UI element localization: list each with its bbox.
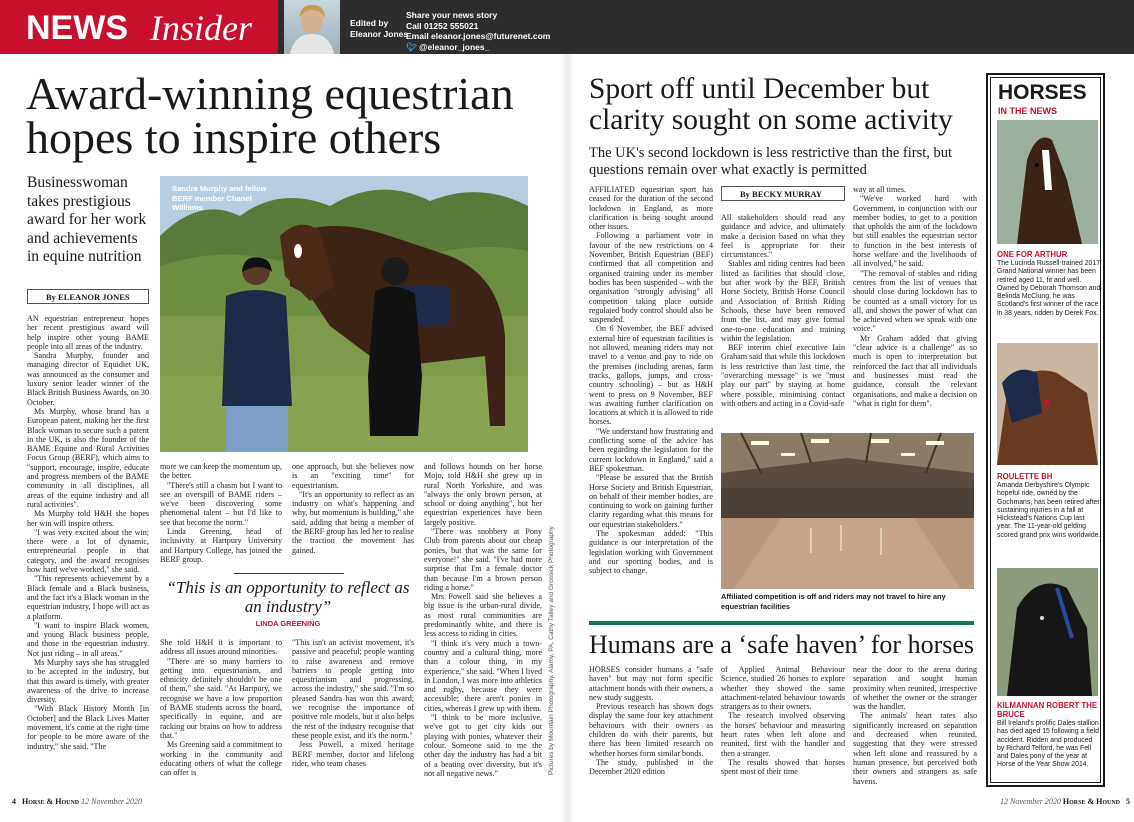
- paragraph: way at all times.: [853, 185, 907, 194]
- pullquote: “This is an opportunity to reflect as an industry”: [166, 578, 410, 616]
- paragraph: "This represents achievement by a Black female and a Black business, and the fact it's a Black woman in the equestrian industry, I hope will act as a platform.: [27, 574, 149, 621]
- paragraph: more we can keep the momentum up, the better.: [160, 462, 282, 481]
- article2-col1: [589, 185, 713, 615]
- share-twitter: [406, 42, 550, 53]
- paragraph: "The removal of stables and riding centres from the list of venues that should close during lockdown has to be counted as a small victory for us all, and shows the power of what can be achieved when we speak with one voice.": [853, 268, 977, 334]
- photo-credit: Pictures by Mountain Photography, Alamy, PA, Cathy Talley and Grossick Photography: [548, 526, 555, 775]
- article1-col1: [27, 314, 149, 776]
- article3-col1: [589, 665, 713, 777]
- paragraph: one approach, but she believes now is an "exciting time" for equestrianism.: [292, 462, 414, 490]
- sidebar-item-name: ONE FOR ARTHUR: [997, 250, 1068, 259]
- paragraph: "I want to inspire Black women, and young Black business people, and those in the equestrian industry. Not just riding – in all areas.": [27, 620, 149, 658]
- article1-col4: [424, 462, 542, 776]
- gutter-shadow: [560, 54, 574, 822]
- byline-text: By ELEANOR JONES: [46, 292, 130, 302]
- share-box: [406, 10, 550, 52]
- paragraph: Following a parliament vote in favour of the new restrictions on 4 November, British Equestrian (BEF) confirmed that all competition and organised training under its member bodies has been suspended – with the organisation "strongly advising" all competition taking place outside regulated body control should also be suspended.: [589, 231, 713, 325]
- paragraph: The research involved observing the horses' behaviour and measuring heart rates when left alone and reunited, first with the handler and then a stranger.: [721, 711, 845, 758]
- paragraph: "There's still a chasm but I want to see an overspill of BAME riders – we've been discovering some phenomenal talent – but I'd like to see that become the norm.": [160, 480, 282, 527]
- paragraph: Linda Greening, head of inclusivity at Hartpury University and Hartpury College, has joined the BERF group.: [160, 527, 282, 564]
- article2-col2: [721, 213, 845, 431]
- photo-caption: Sandra Murphy and fellow BERF member Chanel Williams: [172, 184, 267, 212]
- paragraph: Ms Murphy told H&H she hopes her win will inspire others.: [27, 509, 149, 528]
- paragraph: Previous research has shown dogs display the same four key attachment behaviours with their owners as children do with their parents, but there has been limited research on whether horses form similar bonds.: [589, 702, 713, 758]
- article1-byline: [27, 289, 149, 304]
- article1-col2a: [160, 462, 282, 567]
- paragraph: near the door to the arena during separation and sought human proximity when reunited, irrespective of whether the owner or the stranger was the handler.: [853, 665, 977, 712]
- horse-photo-one-for-arthur: [997, 120, 1098, 244]
- paragraph: "Please be assured that the British Horse Society and British Equestrian, on behalf of their member bodies, are continuing to work on gaining further clarity regarding what this means for our equestrian stakeholders.": [589, 473, 713, 529]
- sidebar-item-name: ROULETTE BH: [997, 472, 1053, 481]
- paragraph: On 6 November, the BEF advised external hire of equestrian facilities is not allowed, meaning riders may not travel to a venue and pay to ride on the premises (including arenas, farm tracks, gallops, jumps, and cross-country schooling) – but as H&H went to press on 9 November, BEF was awaiting further clarification on locations at which it is allowed to ride horses.: [589, 324, 713, 427]
- paragraph: Ms Murphy, whose brand has a European patent, making her the first Black woman to secure such a patent in the UK, is also the founder of the BAME Equine and Rural Activities Focus Group (BERF), which aims to "support, encourage, inspire, educate and progress members of the BAME community in all disciplines, all areas of the equine industry and all rural activities".: [27, 406, 149, 509]
- magazine-name-left: Horse & Hound: [22, 797, 80, 806]
- banner-logo: [0, 0, 278, 54]
- article2-photo: [721, 433, 974, 589]
- paragraph: Jess Powell, a mixed heritage BERF member, doctor and lifelong rider, who team chases: [292, 740, 414, 768]
- pullquote-rule: [234, 573, 344, 574]
- article3-col3: [853, 665, 977, 786]
- paragraph: "This isn't an activist movement, it's passive and peaceful; people wanting to raise awareness and remove barriers to people getting into equestrianism and progressing, across the industry," she said. "I'm so pleased Sandra has won this award; we recognise the importance of positive role models, but it also helps the rest of the industry recognise that these people exist, and it's the norm.": [292, 638, 414, 740]
- paragraph: The results showed that horses spent most of their time: [721, 757, 845, 777]
- footer-right: [1000, 797, 1130, 806]
- paragraph: Stables and riding centres had been listed as facilities that should close, but after work by the BEF, British Horse Society, British Horse Council and Association of British Riding Schools, these have been removed from the list, and may give formal one-to-one education and training within the legislation.: [721, 259, 845, 343]
- paragraph: "I think it's very much a town-country and a cultural thing, more than a colour thing, in my experience," she said. "When I lived in London, I was more into athletics and rugby, because they were accessible; there aren't ponies in cities, whereas I grew up with them.: [424, 638, 542, 713]
- edited-by: [350, 18, 408, 40]
- paragraph: Mrs Powell said she believes a big issue is the urban-rural divide, as most rural communities are predominantly white, and there is less access to riding in cities.: [424, 592, 542, 639]
- article1-col2b: [160, 638, 282, 776]
- article2-byline: [721, 186, 845, 201]
- paragraph: The spokesman added: "This guidance is our interpretation of the legislation working with Government and our sporting bodies, and is subject to change.: [589, 528, 713, 576]
- footer-left: [12, 797, 142, 806]
- paragraph: "I think to be more inclusive, we've got to get city kids out playing with ponies, whatever their colour. Someone said to me the other day the industry has had a bit of a beating over diversity, but it's not all negative news.": [424, 713, 542, 778]
- editor-name: Eleanor Jones: [350, 29, 409, 39]
- sidebar-item-text: The Lucinda Russell-trained 2017 Grand National winner has been retired aged 11, fit and well. Owned by Deborah Thomson and Belinda McClung, he was Scotland's first winner of the race in 38 years, ridden by Derek Fox.: [997, 260, 1101, 317]
- logo-news: NEWS: [26, 9, 128, 47]
- edited-by-label: Edited by: [350, 18, 389, 28]
- sidebar-item-text: Amanda Derbyshire's Olympic hopeful ride, owned by the Gochmans, has been retired after sustaining injuries in a fall at Hickstead's Nations Cup last year. The 11-year-old gelding scored grand prix wins worldwide.: [997, 482, 1101, 539]
- issue-date-right: 12 November 2020: [1000, 797, 1061, 806]
- article1-headline: Award-winning equestrian hopes to inspire others: [26, 68, 514, 163]
- article2-headline: Sport off until December but clarity sought on some activity: [589, 73, 953, 136]
- byline-text: By BECKY MURRAY: [740, 189, 823, 199]
- paragraph: All stakeholders should read any guidance and advice, and ultimately make a decision based on what they feel is appropriate for their circumstances.": [721, 213, 845, 260]
- logo-insider: Insider: [150, 8, 252, 48]
- editor-photo: [284, 0, 340, 54]
- sidebar-item-text: Bill Ireland's prolific Dales stallion has died aged 15 following a field accident. Ridden and produced by Richard Telford, he was Fell and Dales pony of the year at Horse of the Year Show 2014.: [997, 720, 1099, 769]
- magazine-name-right: Horse & Hound: [1062, 797, 1121, 806]
- paragraph: "It's an opportunity to reflect as an industry on what's happening and why, but momentum is building," she said, adding that being a member of the BERF group has led her to realise the traction the movement has gained.: [292, 489, 414, 555]
- pullquote-attribution: LINDA GREENING: [255, 619, 321, 628]
- paragraph: "I was very excited about the win; there were a lot of dynamic, entrepreneurial people in that category, and the award recognises how hard we've worked," she said.: [27, 527, 149, 575]
- paragraph: Ms Murphy says she has struggled to be accepted in the industry, but that this award is timely, with greater awareness of the drive to increase diversity.: [27, 657, 149, 705]
- article2-caption: Affiliated competition is off and riders may not travel to hire any equestrian facilities: [721, 592, 946, 611]
- section-rule: [589, 621, 974, 625]
- paragraph: HORSES consider humans a "safe haven" but may not form specific attachment bonds with their owners, a new study suggests.: [589, 665, 713, 702]
- twitter-bird-icon: 🐦︎: [406, 41, 417, 52]
- share-phone: Call 01252 555021: [406, 20, 479, 31]
- article2-standfirst: The UK's second lockdown is less restrictive than the first, but questions remain over what exactly is permitted: [589, 145, 953, 178]
- paragraph: and follows hounds on her horse Mojo, told H&H she grew up in rural North Yorkshire, and was "always the only brown person, at school or doing anything", but her equestrian experiences have been largely positive.: [424, 462, 542, 527]
- paragraph: "We've worked hard with Government, in conjunction with our member bodies, to get to a position that upholds the aim of the lockdown but still enables the equestrian sector to function in the best interests of horse welfare and the livelihoods of all involved," he said.: [853, 194, 977, 269]
- paragraph: The animals' heart rates also significantly increased on separation and decreased when reunited, suggesting that they were stressed when left alone and reassured by a human presence, but perceived both their owners and strangers as safe havens.: [853, 711, 977, 786]
- sidebar-title: HORSES: [998, 81, 1087, 104]
- paragraph: AN equestrian entrepreneur hopes her recent prestigious award will help inspire other young BAME people into all areas of the industry.: [27, 314, 149, 351]
- article1-photo: [160, 176, 528, 452]
- paragraph: AFFILIATED equestrian sport has ceased for the duration of the second lockdown in England, as more clarification is being sought around other issues.: [589, 185, 713, 232]
- page-number-left: 4: [12, 797, 16, 806]
- paragraph: Ms Greening said a commitment to working in the community and educating others of what the college can offer is: [160, 740, 282, 778]
- paragraph: "There are so many barriers to getting into equestrianism, and ethnicity definitely shouldn't be one of them," she said. "At Hartpury, we recognise we have a low proportion of BAME students across the board, specifically in equine, and are racking our brains on how to address that.": [160, 656, 282, 740]
- article2-col3: [853, 185, 977, 431]
- page-number-right: 5: [1126, 797, 1131, 806]
- paragraph: "With Black History Month [in October] and the Black Lives Matter movement, it's come at the right time for people to be more aware of the industry," she said. "The: [27, 704, 149, 751]
- horse-photo-roulette: [997, 343, 1098, 465]
- paragraph: Sandra Murphy, founder and managing director of Equidiet UK, was announced as the consumer and luxury senior leader winner of the Black British Business Awards, on 30 October.: [27, 351, 150, 407]
- share-email: Email eleanor.jones@futurenet.com: [406, 31, 551, 41]
- article3-col2: [721, 665, 845, 777]
- article3-headline: Humans are a ‘safe haven’ for horses: [589, 630, 975, 659]
- paragraph: The study, published in the December 2020 edition: [589, 757, 713, 777]
- article1-standfirst: Businesswoman takes prestigious award for her work and achievements in equine nutrition: [27, 174, 147, 265]
- paragraph: BEF interim chief executive Iain Graham said that while this lockdown is less restrictive than last time, the "overarching message" is we "must play our part" by staying at home where possible, minimising contact with others and acting in a Covid-safe: [721, 343, 845, 408]
- twitter-handle: @eleanor_jones_: [419, 41, 490, 52]
- horses-in-the-news-sidebar: [986, 73, 1105, 787]
- paragraph: She told H&H it is important to address all issues around minorities.: [160, 638, 282, 657]
- horse-photo-kilmannan: [997, 568, 1098, 696]
- article1-col3a: [292, 462, 414, 567]
- sidebar-item-name: KILMANNAN ROBERT THE BRUCE: [997, 701, 1098, 719]
- paragraph: Mr Graham added that giving "clear advice is a challenge" as so much is open to interpretation but reinforced the fact that all individuals and businesses must read the guidance, consult the relevant organisations, and make a decision on "what is right for them".: [853, 333, 977, 408]
- article1-col3b: [292, 638, 414, 776]
- paragraph: of Applied Animal Behaviour Science, studied 26 horses to explore whether they showed the same attachment-related behaviour towards strangers as to their owners.: [721, 665, 845, 712]
- paragraph: "There was snobbery at Pony Club from parents about our cheap ponies, but that was the same for everyone!" she said. "I've had more surprise that I'm a female doctor than because I'm a brown person riding a horse.": [424, 527, 542, 592]
- sidebar-subtitle: IN THE NEWS: [998, 106, 1058, 116]
- share-label: Share your news story: [406, 10, 498, 20]
- issue-date-left: 12 November 2020: [81, 797, 143, 806]
- paragraph: "We understand how frustrating and conflicting some of the advice has been regarding the legislation for the current lockdown in England," said a BEF spokesman.: [589, 426, 713, 473]
